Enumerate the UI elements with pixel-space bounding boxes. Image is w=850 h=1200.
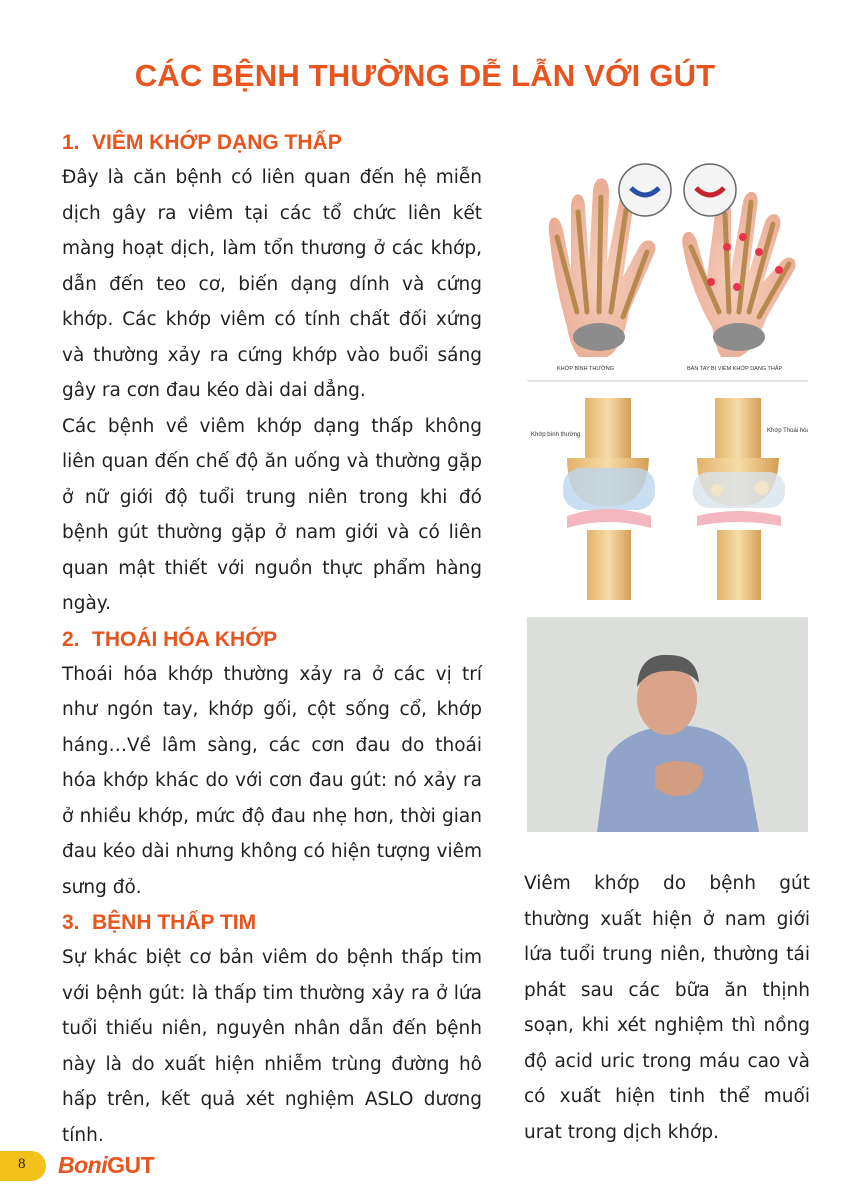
page-title: CÁC BỆNH THƯỜNG DỄ LẪN VỚI GÚT xyxy=(134,58,716,93)
figure-label: KHỚP BÌNH THƯỜNG xyxy=(557,366,615,372)
section-heading-3 xyxy=(62,908,482,938)
chest-pain-photo-icon xyxy=(527,617,808,832)
knee-joint-icon xyxy=(527,398,808,600)
hand-skeleton-icon xyxy=(527,152,808,382)
hand-skeleton-illustration xyxy=(527,152,808,382)
paragraph: Đây là căn bệnh có liên quan đến hệ miễn dịch gây ra viêm tại các tổ chức liên kết màng hoạt dịch, làm tổn thương ở các khớp, dẫn đến teo cơ, biến dạng dính và cứng khớp. Các khớp viêm có tính chất đối xứng và thường xảy ra cứng khớp vào buổi sáng gây ra cơn đau kéo dài dai dẳng. xyxy=(62,167,482,401)
section-heading-2 xyxy=(62,625,482,655)
paragraph: Thoái hóa khớp thường xảy ra ở các vị trí như ngón tay, khớp gối, cột sống cổ, khớp háng…Về lâm sàng, các cơn đau do thoái hóa khớp khác do với cơn đau gút: nó xảy ra ở nhiều khớp, mức độ đau nhẹ hơn, thời gian đau kéo dài nhưng không có hiện tượng viêm sưng đỏ. xyxy=(62,663,482,898)
main-column xyxy=(62,128,482,1153)
brand-part: Boni xyxy=(58,1152,108,1178)
side-column xyxy=(524,866,810,1150)
brand-logo xyxy=(58,1152,154,1179)
figure-label: BÀN TAY BỊ VIÊM KHỚP DẠNG THẤP xyxy=(687,366,783,372)
section-title: THOÁI HÓA KHỚP xyxy=(92,627,278,651)
section-title: VIÊM KHỚP DẠNG THẤP xyxy=(92,131,342,154)
page-footer xyxy=(0,1151,300,1181)
knee-joint-illustration xyxy=(527,398,808,600)
figure-label: Khớp bình thường xyxy=(531,432,581,438)
section-number: 2. xyxy=(62,627,80,651)
side-paragraph: Viêm khớp do bệnh gút thường xuất hiện ở nam giới lứa tuổi trung niên, thường tái phát sau các bữa ăn thịnh soạn, khi xét nghiệm thì nồng độ acid uric trong máu cao và có xuất hiện tinh thể muối urat trong dịch khớp. xyxy=(524,873,810,1143)
brand-part: GUT xyxy=(107,1152,155,1178)
figure-label: Khớp Thoái hóa xyxy=(767,428,808,434)
chest-pain-photo xyxy=(527,617,808,832)
section-number: 1. xyxy=(62,131,80,154)
paragraph: Sự khác biệt cơ bản viêm do bệnh thấp tim với bệnh gút: là thấp tim thường xảy ra ở lứa tuổi thiếu niên, nguyên nhân dẫn đến bệnh này là do xuất hiện nhiễm trùng đường hô hấp trên, kết quả xét nghiệm ASLO dương tính. xyxy=(62,947,482,1146)
page-number: 8 xyxy=(18,1156,26,1172)
paragraph: Các bệnh về viêm khớp dạng thấp không liên quan đến chế độ ăn uống và thường gặp ở nữ giới độ tuổi trung niên trong khi đó bệnh gút thường gặp ở nam giới và có liên quan mật thiết với nguồn thực phẩm hàng ngày. xyxy=(62,415,482,614)
section-heading-1 xyxy=(62,128,482,158)
section-title: BỆNH THẤP TIM xyxy=(92,911,257,934)
section-number: 3. xyxy=(62,911,80,934)
